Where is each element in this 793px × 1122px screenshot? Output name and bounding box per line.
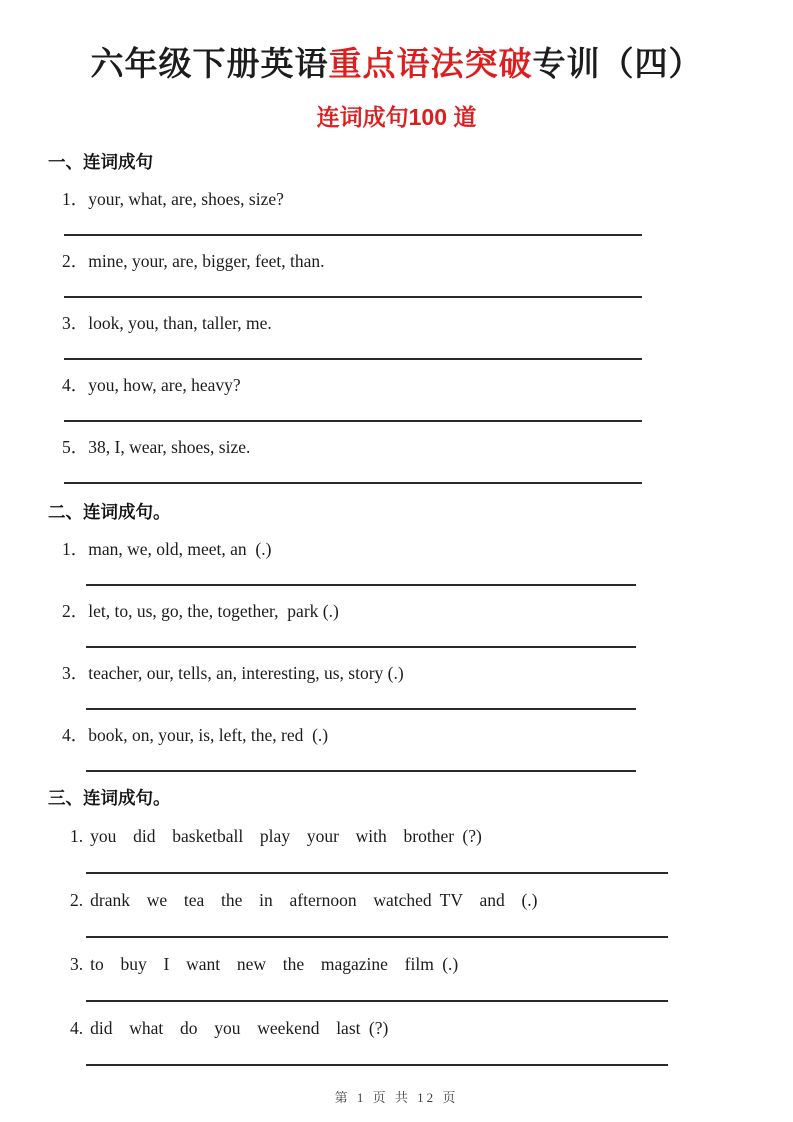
title-segment-black-left: 六年级下册英语: [90, 45, 329, 82]
exercise-item: [62, 311, 745, 335]
item-number: 1.: [70, 826, 84, 846]
exercise-item: [62, 537, 745, 561]
exercise-item: [62, 661, 745, 685]
section-3: [48, 786, 745, 1066]
section-2-heading: 二、连词成句。: [48, 502, 171, 522]
item-text: to buy I want new the magazine film (.): [90, 954, 459, 974]
item-text: your, what, are, shoes, size?: [88, 189, 284, 209]
exercise-item: [62, 435, 745, 459]
item-number: 2．: [62, 251, 89, 271]
title-segment-black-right: 专训（四）: [532, 45, 703, 82]
exercise-item: [70, 952, 745, 976]
answer-line: [64, 358, 642, 360]
section-1: [48, 150, 745, 484]
exercise-item: [70, 1016, 745, 1040]
answer-line: [86, 936, 668, 938]
item-number: 1．: [62, 539, 89, 559]
item-number: 3．: [62, 663, 89, 683]
answer-line: [64, 296, 642, 298]
item-number: 4．: [62, 725, 89, 745]
item-number: 1．: [62, 189, 89, 209]
answer-line: [86, 708, 636, 710]
item-text: let, to, us, go, the, together, park (.): [88, 601, 339, 621]
exercise-item: [62, 187, 745, 211]
item-text: look, you, than, taller, me.: [88, 313, 272, 333]
item-text: mine, your, are, bigger, feet, than.: [88, 251, 325, 271]
item-number: 3.: [70, 954, 84, 974]
item-number: 5．: [62, 437, 89, 457]
item-text: you, how, are, heavy?: [88, 375, 241, 395]
item-number: 4.: [70, 1018, 84, 1038]
item-text: you did basketball play your with brother (?): [90, 826, 482, 846]
item-text: man, we, old, meet, an (.): [88, 539, 272, 559]
answer-line: [64, 420, 642, 422]
item-text: 38, I, wear, shoes, size.: [88, 437, 251, 457]
item-number: 4．: [62, 375, 89, 395]
section-2: [48, 500, 745, 772]
exercise-item: [62, 599, 745, 623]
exercise-item: [62, 723, 745, 747]
item-number: 3．: [62, 313, 89, 333]
item-text: did what do you weekend last (?): [90, 1018, 389, 1038]
title-segment-red: 重点语法突破: [328, 45, 533, 82]
answer-line: [86, 770, 636, 772]
answer-line: [86, 872, 668, 874]
section-3-heading: 三、连词成句。: [48, 788, 171, 808]
answer-line: [64, 482, 642, 484]
item-number: 2.: [70, 890, 84, 910]
page-number-footer: 第 1 页 共 12 页: [334, 1090, 459, 1105]
exercise-item: [62, 373, 745, 397]
section-1-heading: 一、连词成句: [48, 152, 153, 172]
item-number: 2．: [62, 601, 89, 621]
exercise-item: [70, 824, 745, 848]
answer-line: [86, 1064, 668, 1066]
page-subtitle: 连词成句100 道: [316, 104, 477, 130]
item-text: book, on, your, is, left, the, red (.): [88, 725, 329, 745]
exercise-item: [70, 888, 745, 912]
answer-line: [86, 1000, 668, 1002]
answer-line: [64, 234, 642, 236]
exercise-item: [62, 249, 745, 273]
item-text: teacher, our, tells, an, interesting, us, story (.): [88, 663, 404, 683]
page-title: [48, 42, 745, 86]
answer-line: [86, 584, 636, 586]
item-text: drank we tea the in afternoon watched TV and (.): [90, 890, 538, 910]
answer-line: [86, 646, 636, 648]
